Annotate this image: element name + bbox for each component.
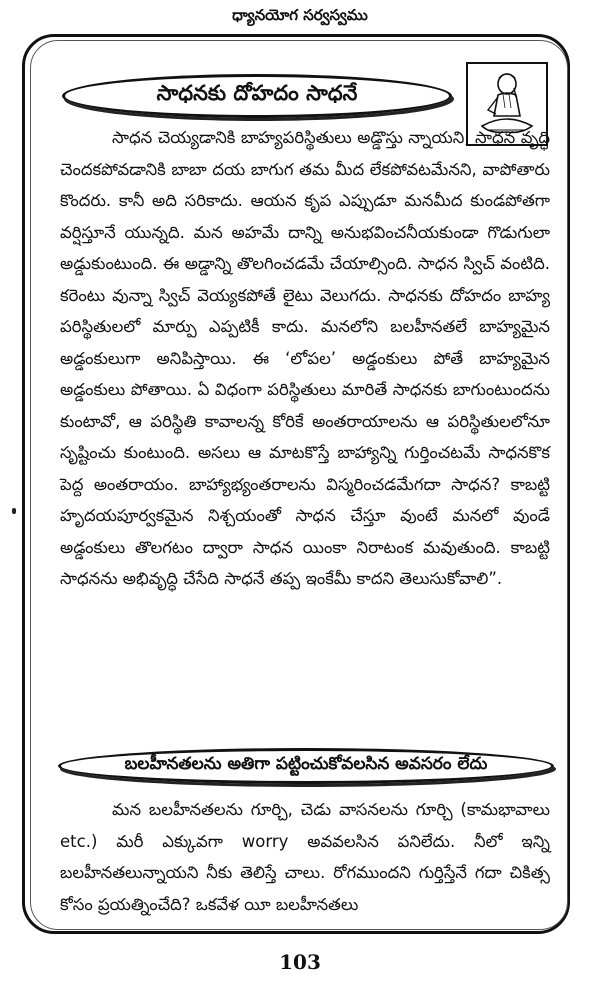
margin-mark <box>12 508 16 514</box>
section-title-1 <box>62 74 452 118</box>
section-1-text: సాధన చెయ్యడానికి బాహ్యపరిస్థితులు అడ్డొస్తు న్నాయని, సాధన వృద్ధి చెందకపోవడానికి బాబా దయ బాగుగ తమ మీద లేకపోవటమేనని, వాపోతారు కొందరు. కానీ అది సరికాదు. ఆయన కృప ఎప్పుడూ మనమీద కుండపోతగా వర్షిస్తూనే యున్నది. మన అహమే దాన్ని అనుభవించనీయకుండా గొడుగులా అడ్డుకుంటుంది. ఈ అడ్డాన్ని తొలగించడమే చేయాల్సింది. సాధన స్విచ్ వంటిది. కరెంటు వున్నా స్విచ్ వెయ్యకపోతే లైటు వెలుగదు. సాధనకు దోహదం బాహ్య పరిస్థితులలో మార్పు ఎప్పటికీ కాదు. మనలోని బలహీనతలే బాహ్యమైన అడ్డంకులుగా అనిపిస్తాయి. ఈ ‘లోపల’ అడ్డంకులు పోతే బాహ్యమైన అడ్డంకులు పోతాయి. ఏ విధంగా పరిస్థితులు మారితే సాధనకు బాగుంటుందను కుంటావో, ఆ పరిస్థితి కావాలన్న కోరికే అంతరాయాలను ఆ పరిస్థితులలోనూ సృష్టించు కుంటుంది. అసలు ఆ మాటకొస్తే బాహ్యాన్ని గుర్తించటమే సాధనకొక పెద్ద అంతరాయం. బాహ్యాభ్యంతరాలను విస్మరించడమేగదా సాధన? కాబట్టి హృదయపూర్వకమైన నిశ్చయంతో సాధన చేస్తూ వుంటే మనలో వుండే అడ్డంకులు తొలగటం ద్వారా సాధన యింకా నిరాటంక మవుతుంది. కాబట్టి సాధనను అభివృద్ధి చేసేది సాధనే తప్ప ఇంకేమీ కాదని తెలుసుకోవాలి”. <box>60 128 550 588</box>
section-title-1-text: సాధనకు దోహదం సాధనే <box>156 81 358 105</box>
section-title-2 <box>58 748 554 784</box>
page-number: 103 <box>279 950 321 974</box>
section-2-paragraph <box>60 794 550 920</box>
section-1-paragraph <box>60 122 550 595</box>
running-head: ధ్యానయోగ సర్వస్వము <box>232 6 368 24</box>
section-2-text: మన బలహీనతలను గూర్చి, చెడు వాసనలను గూర్చి (కామభావాలు etc.) మరీ ఎక్కువగా worry అవవలసిన పనిలేదు. నీలో ఇన్ని బలహీనతలున్నాయని నీకు తెలిస్తే చాలు. రోగముందని గుర్తిస్తేనే గదా చికిత్స కోసం ప్రయత్నించేది? ఒకవేళ యీ బలహీనతలు <box>60 800 550 914</box>
section-title-2-text: బలహీనతలను అతిగా పట్టించుకోవలసిన అవసరం లేదు <box>124 754 488 774</box>
